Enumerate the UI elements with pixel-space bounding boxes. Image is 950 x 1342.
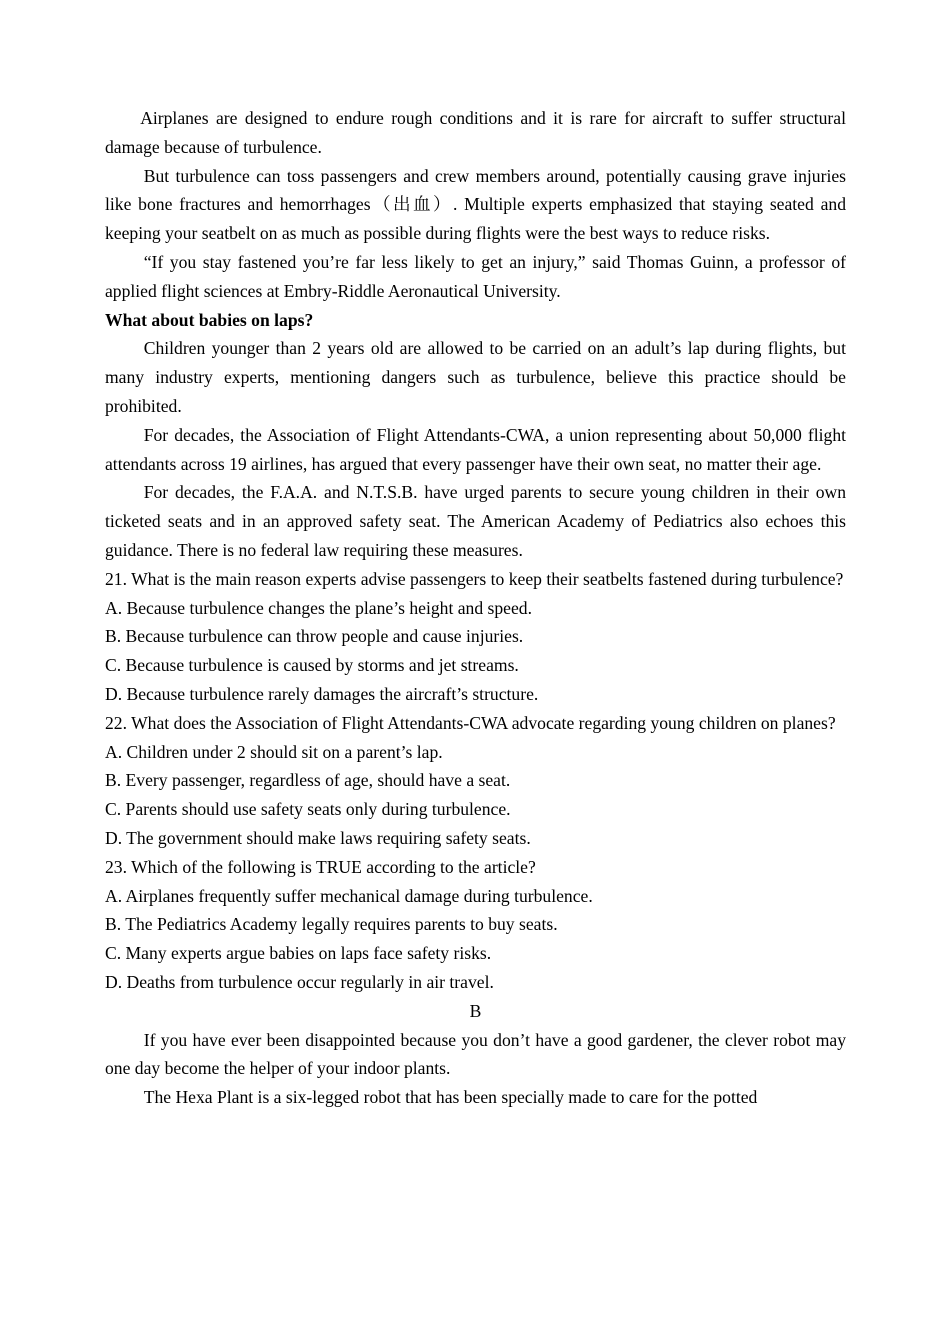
answer-option-d: D. Because turbulence rarely damages the aircraft’s structure. (105, 683, 539, 704)
section-label-b: B (469, 1000, 482, 1021)
question-21 (105, 565, 846, 709)
paragraph: Children younger than 2 years old are allowed to be carried on an adult’s lap during flights, but many industry experts, mentioning dangers such as turbulence, believe this practice should be prohibited. (105, 338, 846, 416)
question-stem: 21. What is the main reason experts advise passengers to keep their seatbelts fastened during turbulence? (105, 568, 844, 589)
paragraph: Airplanes are designed to endure rough conditions and it is rare for aircraft to suffer structural damage because of turbulence. (105, 108, 846, 157)
question-22 (105, 709, 846, 853)
answer-option-c: C. Many experts argue babies on laps face safety risks. (105, 943, 492, 964)
answer-option-c: C. Parents should use safety seats only during turbulence. (105, 799, 511, 820)
answer-option-b: B. Every passenger, regardless of age, should have a seat. (105, 770, 511, 791)
paragraph: For decades, the Association of Flight Attendants-CWA, a union representing about 50,000 flight attendants across 19 airlines, has argued that every passenger have their own seat, no matter their age. (105, 424, 846, 474)
paragraph: If you have ever been disappointed because you don’t have a good gardener, the clever robot may one day become the helper of your indoor plants. (105, 1029, 846, 1079)
question-stem: 22. What does the Association of Flight Attendants-CWA advocate regarding young children on planes? (105, 712, 836, 733)
answer-option-a: A. Airplanes frequently suffer mechanical damage during turbulence. (105, 885, 593, 906)
document-page (105, 104, 846, 1112)
paragraph: The Hexa Plant is a six-legged robot that has been specially made to care for the potted (143, 1087, 758, 1108)
paragraph: For decades, the F.A.A. and N.T.S.B. have urged parents to secure young children in their own ticketed seats and in an approved safety seat. The American Academy of Pediatrics also echoes this guidance. There is no federal law requiring these measures. (105, 482, 846, 560)
answer-option-b: B. Because turbulence can throw people and cause injuries. (105, 626, 524, 647)
answer-option-c: C. Because turbulence is caused by storms and jet streams. (105, 655, 519, 676)
question-23 (105, 853, 846, 997)
answer-option-d: D. The government should make laws requiring safety seats. (105, 827, 531, 848)
answer-option-d: D. Deaths from turbulence occur regularly in air travel. (105, 971, 494, 992)
answer-option-a: A. Because turbulence changes the plane’s height and speed. (105, 597, 532, 618)
paragraph: But turbulence can toss passengers and crew members around, potentially causing grave injuries like bone fractures and hemorrhages（出血）. Multiple experts emphasized that staying seated and keeping your seatbelt on as much as possible during flights were the best ways to reduce risks. (105, 165, 846, 244)
answer-option-a: A. Children under 2 should sit on a parent’s lap. (105, 741, 443, 762)
answer-option-b: B. The Pediatrics Academy legally requires parents to buy seats. (105, 914, 558, 935)
section-subheading: What about babies on laps? (105, 309, 314, 330)
question-stem: 23. Which of the following is TRUE according to the article? (105, 856, 536, 877)
paragraph: “If you stay fastened you’re far less likely to get an injury,” said Thomas Guinn, a professor of applied flight sciences at Embry-Riddle Aeronautical University. (105, 251, 846, 301)
